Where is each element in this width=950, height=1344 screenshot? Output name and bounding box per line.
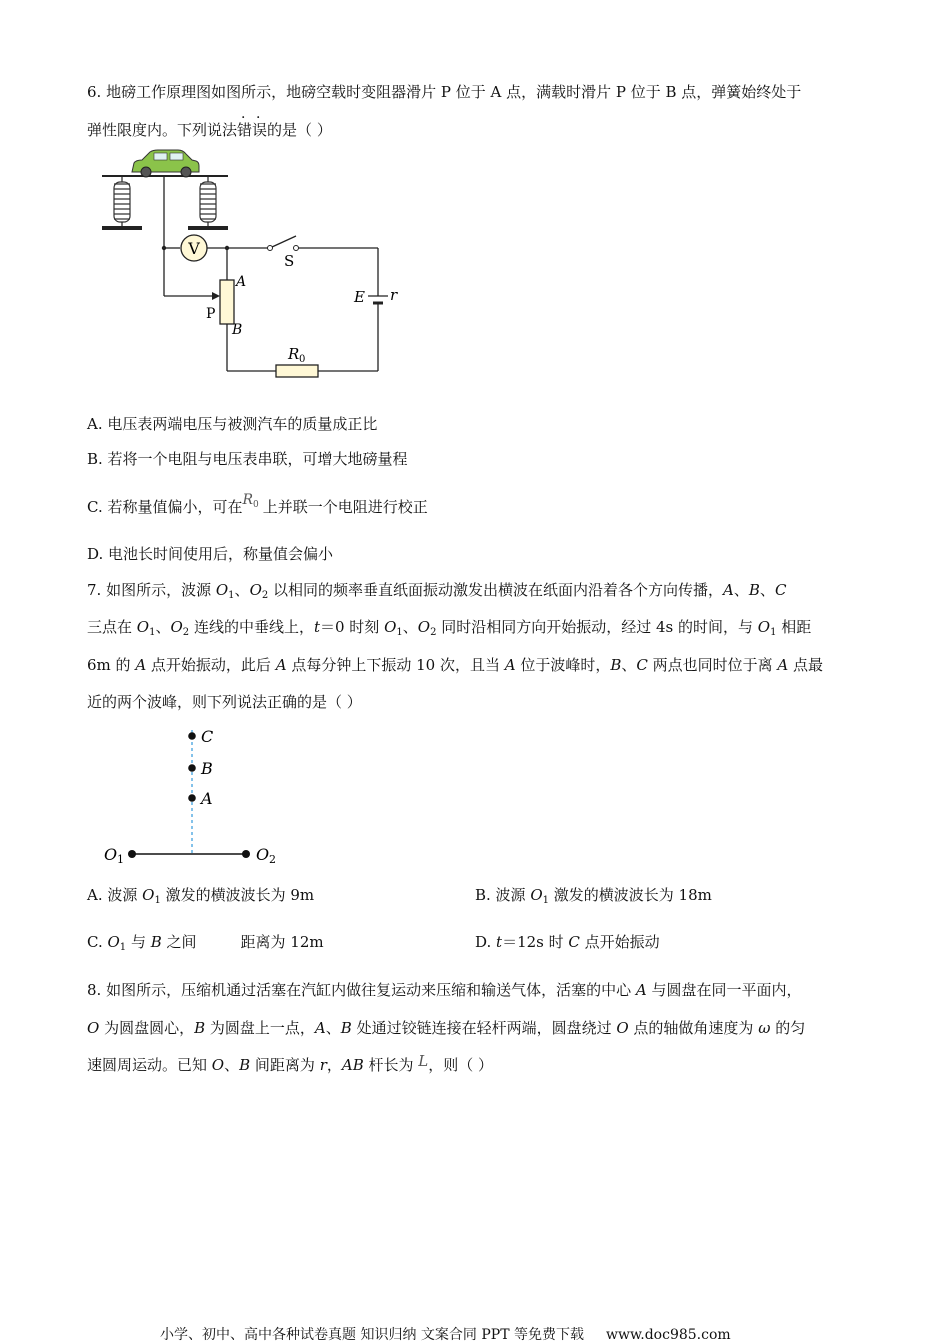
svg-text:S: S (284, 252, 295, 270)
emphasis-char: 误 (252, 121, 268, 139)
emphasis-char: 错 (237, 121, 253, 139)
q7-stem-line4: 近的两个波峰，则下列说法正确的是（ ） (87, 693, 362, 711)
page-footer: 小学、初中、高中各种试卷真题 知识归纳 文案合同 PPT 等免费下载 www.doc985.com (160, 1327, 731, 1343)
svg-text:2: 2 (269, 853, 276, 866)
switch-icon (268, 236, 299, 251)
q7-option-a: A. 波源 $O_1$ 激发的横波波长为 9m (87, 886, 315, 906)
svg-text:A: A (236, 274, 247, 290)
car-icon (132, 150, 199, 177)
source-o1 (128, 850, 136, 858)
point-b (188, 764, 196, 772)
q7-option-c: C. $O_1$ 与 B 之间 距离为 12m (87, 933, 324, 953)
svg-text:C: C (201, 727, 214, 746)
q6-stem-line1: 6. 地磅工作原理图如图所示，地磅空载时变阻器滑片 P 位于 A 点，满载时滑片 P 位于 B 点，弹簧始终处于 (87, 83, 802, 101)
svg-text:1: 1 (117, 853, 124, 866)
q7-stem-line3: 6m 的 A 点开始振动，此后 A 点每分钟上下振动 10 次，且当 A 位于波峰时，B、C 两点也同时位于离 A 点最 (87, 656, 824, 674)
q6-option-d: D. 电池长时间使用后，称量值会偏小 (87, 545, 334, 563)
q6-stem-line2: 弹性限度内。下列说法错误的是（ ） (87, 121, 332, 139)
q6-option-a: A. 电压表两端电压与被测汽车的质量成正比 (87, 415, 378, 433)
q6-option-c: C. 若称量值偏小，可在$R_0$ 上并联一个电阻进行校正 (87, 492, 428, 516)
svg-text:P: P (206, 306, 216, 322)
svg-text:B: B (232, 322, 243, 338)
q7-stem-line1: 7. 如图所示，波源 $O_1$、$O_2$ 以相同的频率垂直纸面振动激发出横波在纸面内沿着各个方向传播，A、B、C (87, 581, 787, 601)
source-o2 (242, 850, 250, 858)
q8-stem-line3: 速圆周运动。已知 O、B 间距离为 r，AB 杆长为 L，则（ ） (87, 1052, 494, 1074)
q7-option-d: D. t＝12s 时 C 点开始振动 (475, 933, 660, 951)
svg-text:B: B (201, 759, 213, 778)
point-a (188, 794, 196, 802)
svg-text:O: O (256, 845, 270, 864)
q7-option-b: B. 波源 $O_1$ 激发的横波波长为 18m (475, 886, 712, 906)
svg-text:r: r (390, 286, 398, 304)
footer-url[interactable]: www.doc985.com (605, 1327, 731, 1343)
q8-stem-line1: 8. 如图所示，压缩机通过活塞在汽缸内做往复运动来压缩和输送气体，活塞的中心 A 与圆盘在同一平面内， (87, 981, 802, 999)
point-c (188, 732, 196, 740)
q6-weighbridge-circuit-figure (98, 148, 428, 388)
svg-text:A: A (201, 789, 213, 808)
svg-text:R: R (288, 345, 300, 363)
svg-text:V: V (188, 239, 200, 258)
q7-wave-source-figure (100, 722, 300, 872)
q7-stem-line2: 三点在 $O_1$、$O_2$ 连线的中垂线上，t＝0 时刻 $O_1$、$O_2$ 同时沿相同方向开始振动，经过 4s 的时间，与 $O_1$ 相距 (87, 618, 812, 638)
svg-text:0: 0 (299, 354, 306, 365)
rheostat-icon (220, 280, 234, 324)
svg-text:O: O (104, 845, 118, 864)
spring-right (188, 176, 228, 230)
q6-option-b: B. 若将一个电阻与电压表串联，可增大地磅量程 (87, 450, 408, 468)
q8-stem-line2: O 为圆盘圆心，B 为圆盘上一点，A、B 处通过铰链连接在轻杆两端，圆盘绕过 O 点的轴做角速度为 ω 的匀 (87, 1019, 806, 1037)
voltmeter-icon (181, 235, 207, 261)
svg-text:E: E (354, 288, 365, 306)
resistor-r0-icon (276, 365, 318, 377)
spring-left (102, 176, 142, 230)
battery-icon (368, 296, 388, 303)
